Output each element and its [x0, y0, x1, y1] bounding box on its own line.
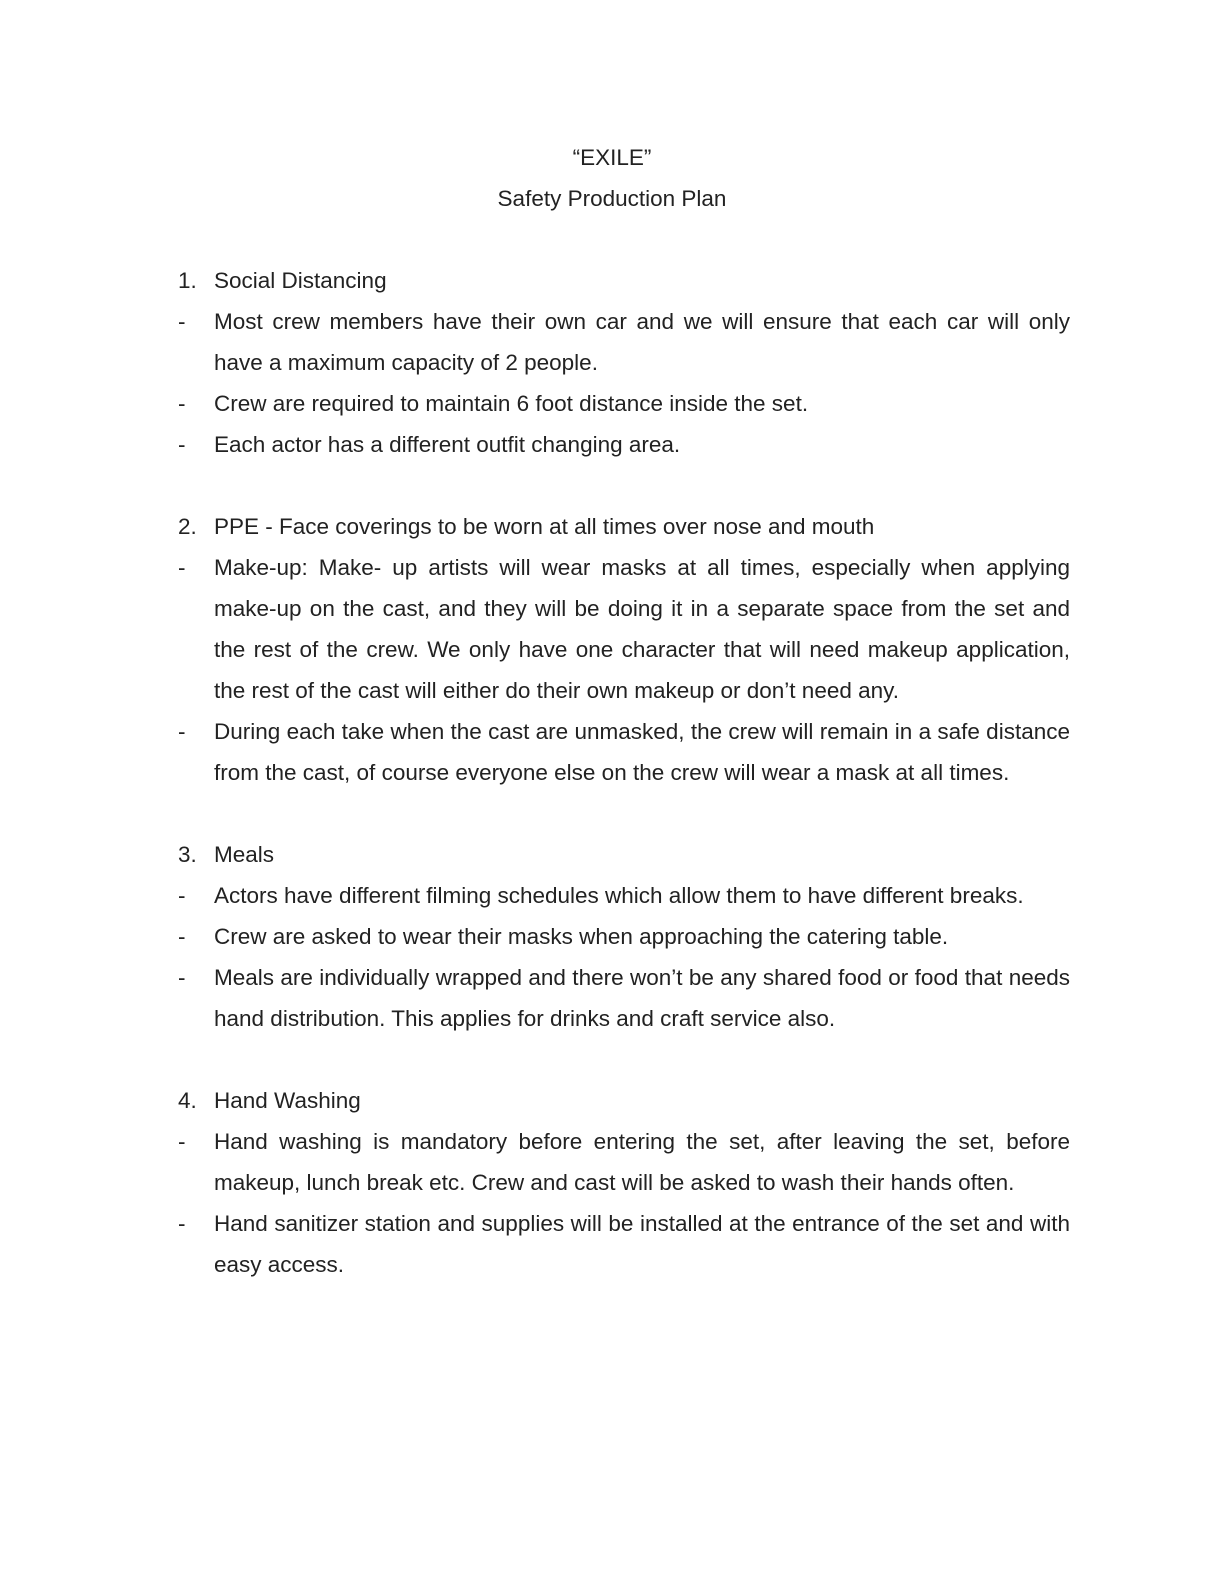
section-heading-text: Social Distancing	[214, 268, 387, 293]
bullet-dash: -	[178, 432, 186, 457]
section-number: 3.	[178, 842, 197, 867]
section-heading	[178, 506, 1070, 547]
list-item-text: Hand sanitizer station and supplies will be installed at the entrance of the set and with easy access.	[214, 1211, 1070, 1277]
bullet-dash: -	[178, 924, 186, 949]
bullet-dash: -	[178, 309, 186, 334]
list-item	[178, 1121, 1070, 1203]
list-item	[178, 383, 1070, 424]
section-heading	[178, 260, 1070, 301]
bullet-dash: -	[178, 965, 186, 990]
list-item-text: During each take when the cast are unmasked, the crew will remain in a safe distance from the cast, of course everyone else on the crew will wear a mask at all times.	[214, 719, 1070, 785]
document-title: “EXILE”	[572, 145, 652, 170]
list-item	[178, 424, 1070, 465]
bullet-dash: -	[178, 883, 186, 908]
list-item-text: Make-up: Make- up artists will wear masks at all times, especially when applying make-up on the cast, and they will be doing it in a separate space from the set and the rest of the crew. We only have one character that will need makeup application, the rest of the cast will either do their own makeup or don’t need any.	[214, 555, 1070, 703]
list-item	[178, 301, 1070, 383]
list-item-text: Each actor has a different outfit changing area.	[214, 432, 681, 457]
bullet-dash: -	[178, 1129, 186, 1154]
list-item-text: Actors have different filming schedules which allow them to have different breaks.	[214, 883, 1024, 908]
section-meals	[178, 834, 1070, 1039]
section-number: 1.	[178, 268, 197, 293]
plan-content	[178, 260, 1070, 1326]
bullet-dash: -	[178, 1211, 186, 1236]
bullet-dash: -	[178, 555, 186, 580]
section-number: 2.	[178, 514, 197, 539]
bullet-dash: -	[178, 391, 186, 416]
section-heading-text: Meals	[214, 842, 275, 867]
section-heading-text: PPE - Face coverings to be worn at all times over nose and mouth	[214, 514, 875, 539]
list-item-text: Crew are asked to wear their masks when approaching the catering table.	[214, 924, 949, 949]
document-subtitle: Safety Production Plan	[497, 186, 727, 211]
list-item	[178, 1203, 1070, 1285]
list-item	[178, 957, 1070, 1039]
section-social-distancing	[178, 260, 1070, 465]
list-item	[178, 547, 1070, 711]
list-item	[178, 875, 1070, 916]
bullet-dash: -	[178, 719, 186, 744]
list-item	[178, 711, 1070, 793]
list-item	[178, 916, 1070, 957]
list-item-text: Crew are required to maintain 6 foot distance inside the set.	[214, 391, 809, 416]
list-item-text: Meals are individually wrapped and there won’t be any shared food or food that needs hand distribution. This applies for drinks and craft service also.	[214, 965, 1070, 1031]
section-hand-washing	[178, 1080, 1070, 1285]
list-item-text: Most crew members have their own car and we will ensure that each car will only have a maximum capacity of 2 people.	[214, 309, 1070, 375]
section-heading	[178, 834, 1070, 875]
section-ppe	[178, 506, 1070, 793]
list-item-text: Hand washing is mandatory before entering the set, after leaving the set, before makeup, lunch break etc. Crew and cast will be asked to wash their hands often.	[214, 1129, 1070, 1195]
section-heading	[178, 1080, 1070, 1121]
section-heading-text: Hand Washing	[214, 1088, 361, 1113]
section-number: 4.	[178, 1088, 197, 1113]
